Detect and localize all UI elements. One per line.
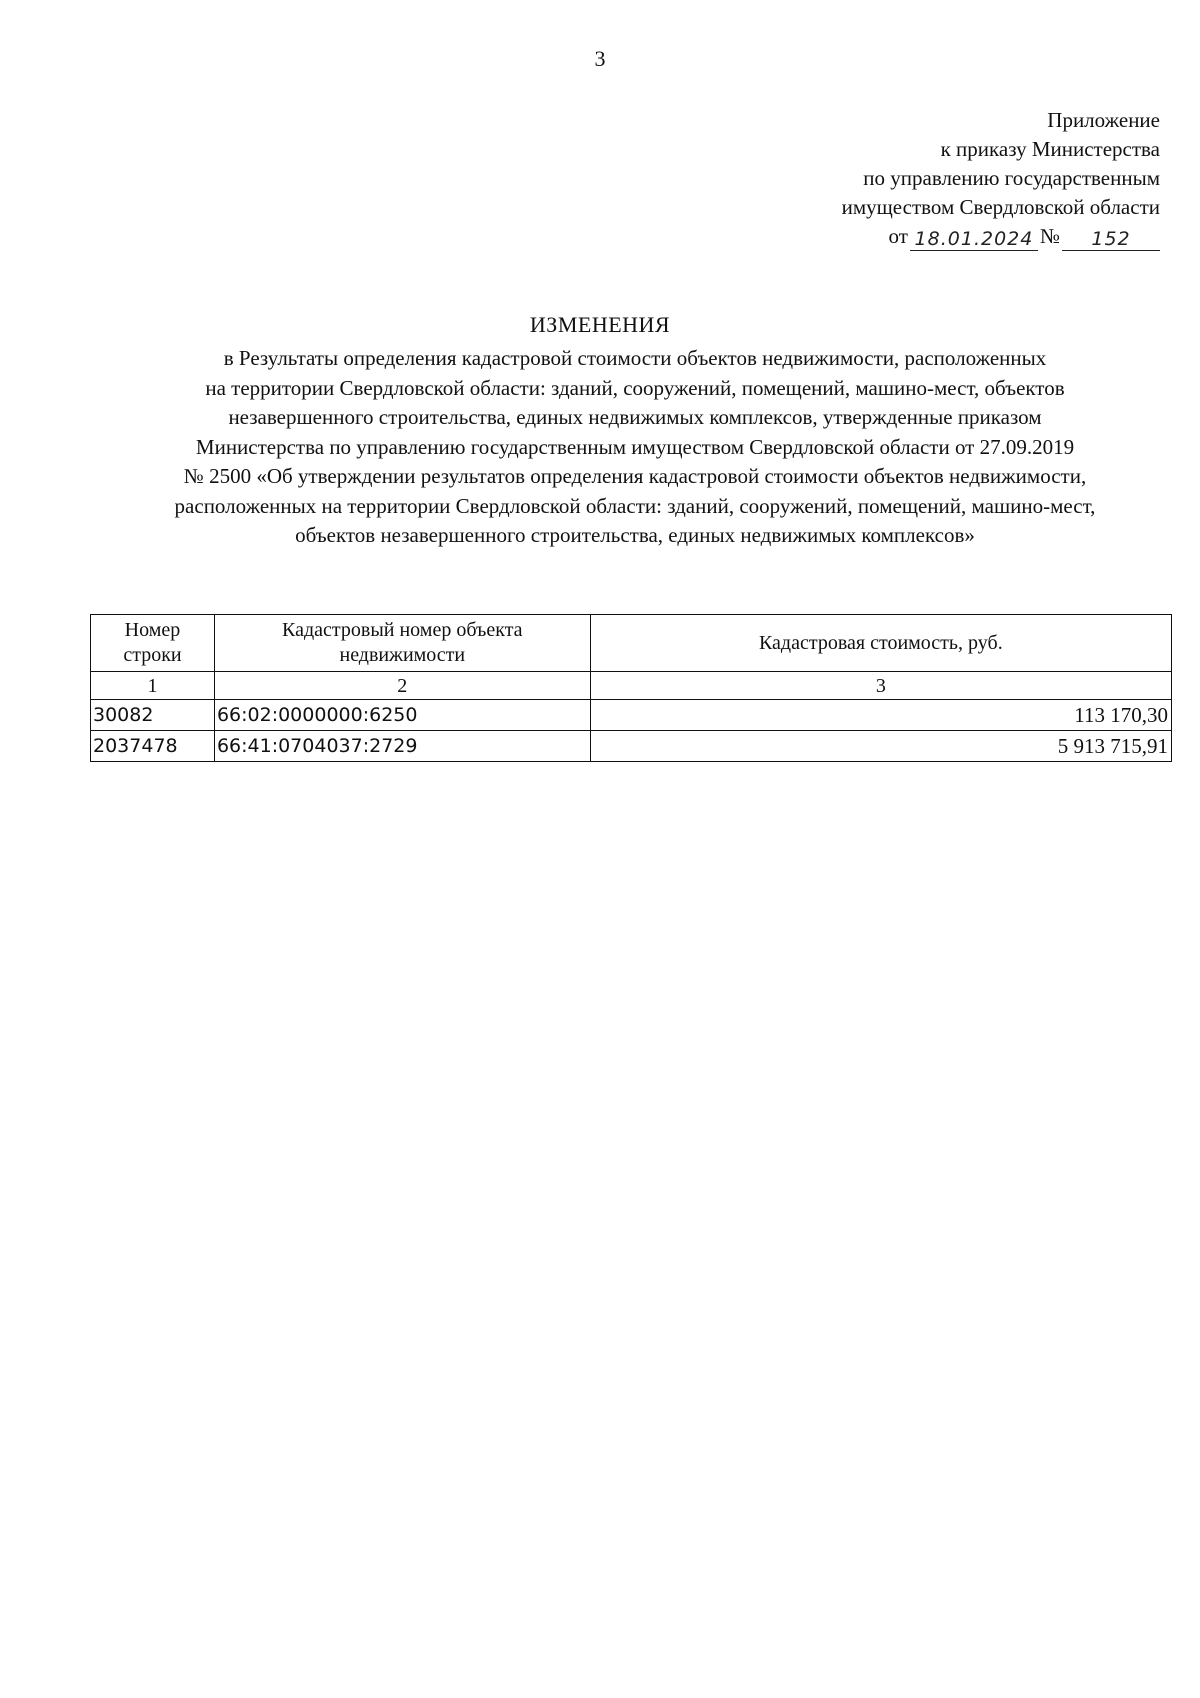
header-text: недвижимости	[339, 644, 466, 666]
table-row	[91, 731, 1172, 762]
subtitle-line: в Результаты определения кадастровой стоимости объектов недвижимости, расположенных	[223, 346, 1047, 370]
annex-line-3: по управлению государственным	[863, 166, 1160, 190]
header-row-number	[91, 615, 215, 672]
subtitle-line: объектов незавершенного строительства, единых недвижимых комплексов»	[295, 523, 975, 547]
document-subtitle	[90, 344, 1180, 551]
cadastral-number-cell: 66:41:0704037:2729	[214, 731, 590, 762]
annex-line-2: к приказу Министерства	[940, 137, 1160, 161]
index-cell: 1	[91, 672, 215, 700]
cadastral-number-cell: 66:02:0000000:6250	[214, 700, 590, 731]
subtitle-line: незавершенного строительства, единых недвижимых комплексов, утвержденные приказом	[228, 405, 1042, 429]
table-row	[91, 700, 1172, 731]
header-text: Номер	[124, 619, 181, 641]
subtitle-line: расположенных на территории Свердловской области: зданий, сооружений, помещений, машино-мест,	[174, 493, 1096, 518]
table-header-row	[91, 615, 1172, 672]
index-cell: 2	[214, 672, 590, 700]
annex-date-line	[640, 222, 1160, 251]
handwritten-number: 152	[1062, 228, 1160, 251]
annex-line-4: имуществом Свердловской области	[841, 195, 1160, 219]
annex-block	[640, 106, 1160, 251]
header-cadastral-value	[590, 615, 1171, 672]
cadastral-table	[90, 614, 1172, 762]
subtitle-line: № 2500 «Об утверждении результатов определения кадастровой стоимости объектов недвижимости,	[183, 464, 1087, 488]
from-label: от	[888, 224, 908, 248]
header-text: Кадастровый номер объекта	[282, 619, 523, 641]
table-index-row	[91, 672, 1172, 700]
header-text: строки	[123, 644, 182, 666]
header-cadastral-number	[214, 615, 590, 672]
row-number-cell: 2037478	[91, 731, 215, 762]
page-number: 3	[594, 46, 606, 71]
cadastral-value-cell: 113 170,30	[590, 700, 1171, 731]
number-label: №	[1039, 224, 1060, 248]
subtitle-line: на территории Свердловской области: зданий, сооружений, помещений, машино-мест, объектов	[205, 375, 1065, 400]
annex-line-1: Приложение	[1047, 108, 1160, 132]
document-title: ИЗМЕНЕНИЯ	[529, 312, 671, 337]
header-text: Кадастровая стоимость, руб.	[758, 631, 1003, 654]
subtitle-line: Министерства по управлению государственным имуществом Свердловской области от 27.09.2019	[195, 434, 1075, 459]
handwritten-date: 18.01.2024	[910, 228, 1038, 251]
index-cell: 3	[590, 672, 1171, 700]
row-number-cell: 30082	[91, 700, 215, 731]
cadastral-value-cell: 5 913 715,91	[590, 731, 1171, 762]
